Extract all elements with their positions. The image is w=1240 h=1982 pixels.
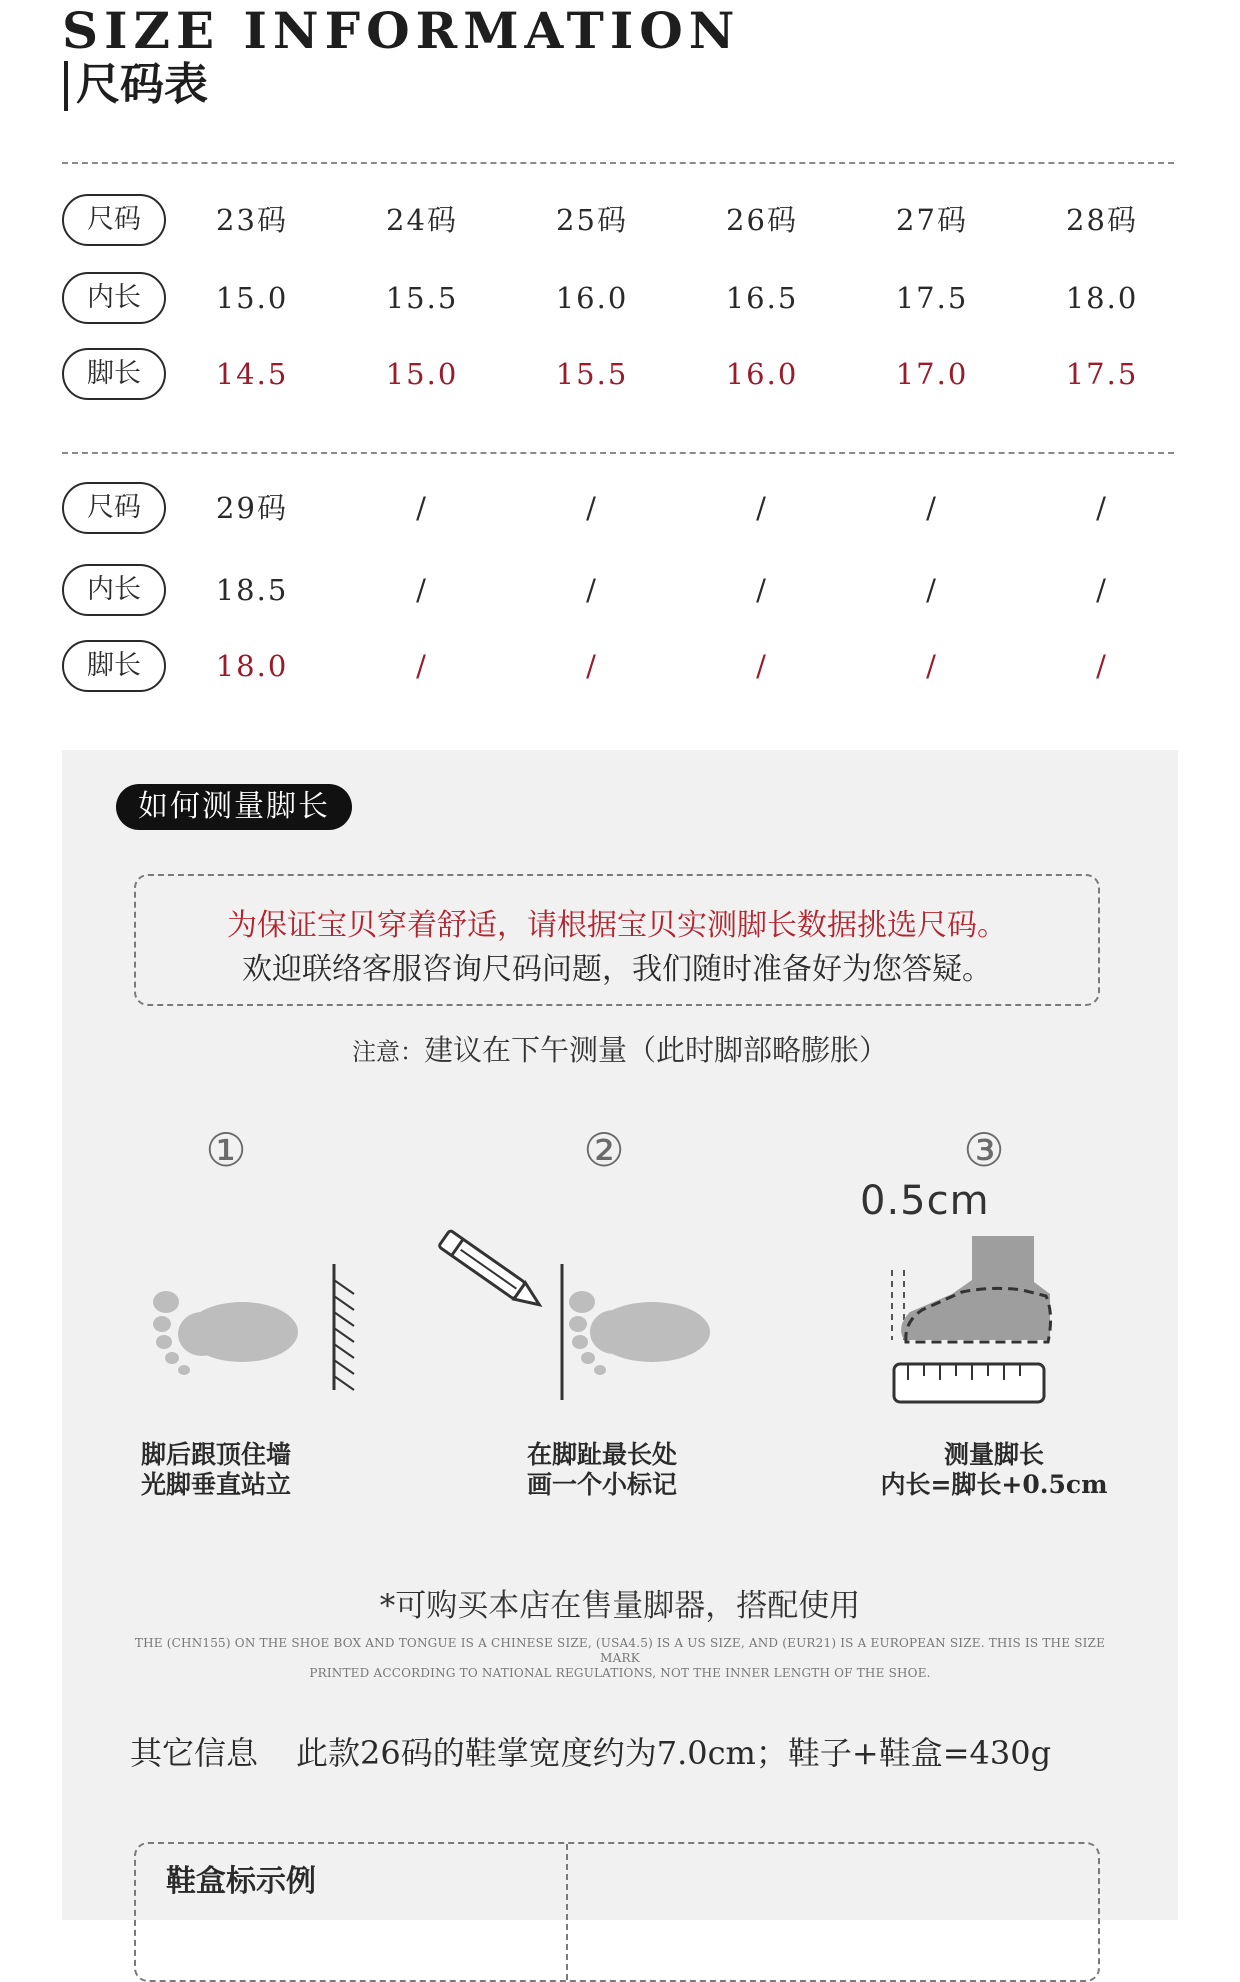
step-caption-3 — [864, 1440, 1124, 1500]
table2-foot-cell: / — [756, 649, 768, 683]
table2-size-cell: / — [926, 491, 938, 525]
table2-row-foot — [62, 640, 1174, 696]
table1-foot-cell: 15.5 — [555, 357, 629, 391]
notice-dark-text: 欢迎联络客服咨询尺码问题，我们随时准备好为您答疑。 — [242, 952, 992, 987]
buy-measurer-note: *可购买本店在售量脚器，搭配使用 — [379, 1588, 861, 1624]
table1-row-inner — [62, 272, 1174, 328]
table2-inner-cell: / — [756, 573, 768, 607]
table2-size-cell: / — [586, 491, 598, 525]
table1-row-foot — [62, 348, 1174, 404]
table2-foot-cell: / — [416, 649, 428, 683]
table2-inner-cell: / — [926, 573, 938, 607]
table2-foot-cell: / — [926, 649, 938, 683]
divider-top-1 — [62, 162, 1174, 164]
step-caption-2 — [472, 1440, 732, 1500]
table1-size-cell: 24码 — [386, 203, 458, 237]
measure-guide-panel — [62, 750, 1178, 1920]
table1-foot-cell: 14.5 — [215, 357, 289, 391]
table1-size-cell: 28码 — [1066, 203, 1138, 237]
table1-foot-cell: 17.5 — [1065, 357, 1139, 391]
shoe-ruler-icon — [882, 1230, 1082, 1410]
table2-foot-cell: 18.0 — [215, 649, 289, 683]
footprint-wall-icon — [132, 1260, 372, 1410]
label-size-pill: 尺码 — [62, 482, 166, 534]
step-number-2: ② — [583, 1123, 625, 1177]
fine-print-line-1: THE (CHN155) ON THE SHOE BOX AND TONGUE IS A CHINESE SIZE, (USA4.5) IS A US SIZE, AND (EUR21) IS A EUROPEAN SIZE. THIS IS THE SIZE MARK — [134, 1636, 1106, 1665]
table1-inner-cell: 18.0 — [1065, 281, 1139, 315]
other-info-line — [130, 1728, 1051, 1774]
step-3-line-2: 内长=脚长+0.5cm — [880, 1470, 1108, 1499]
title-chinese-text: 尺码表 — [76, 59, 208, 110]
measure-offset-label: 0.5cm — [860, 1178, 990, 1224]
table2-foot-cell: / — [1096, 649, 1108, 683]
table2-size-cell: 29码 — [216, 491, 288, 525]
how-to-measure-tag: 如何测量脚长 — [116, 784, 352, 830]
shoebox-label-example — [134, 1842, 1100, 1982]
label-inner-pill: 内长 — [62, 272, 166, 324]
other-info-label: 其它信息 — [130, 1734, 259, 1772]
step-3-line-1: 测量脚长 — [943, 1440, 1044, 1469]
label-size-pill: 尺码 — [62, 194, 166, 246]
step-2-line-1: 在脚趾最长处 — [526, 1440, 677, 1469]
notice-box — [134, 874, 1100, 1006]
notice-red-text: 为保证宝贝穿着舒适，请根据宝贝实测脚长数据挑选尺码。 — [227, 908, 1007, 943]
table1-inner-cell: 16.5 — [725, 281, 799, 315]
title-chinese — [64, 58, 208, 113]
table1-inner-cell: 15.5 — [385, 281, 459, 315]
step-2-line-2: 画一个小标记 — [526, 1470, 677, 1499]
step-number-3: ③ — [963, 1123, 1005, 1177]
table1-size-cell: 27码 — [896, 203, 968, 237]
table2-inner-cell: 18.5 — [215, 573, 289, 607]
table2-inner-cell: / — [416, 573, 428, 607]
fine-print-line-2: PRINTED ACCORDING TO NATIONAL REGULATIONS, NOT THE INNER LENGTH OF THE SHOE. — [309, 1666, 931, 1680]
table2-inner-cell: / — [1096, 573, 1108, 607]
table1-size-cell: 23码 — [216, 203, 288, 237]
table1-inner-cell: 17.5 — [895, 281, 969, 315]
title-bar-decoration — [64, 61, 68, 111]
shoebox-example-title: 鞋盒标示例 — [166, 1864, 316, 1899]
shoebox-divider — [566, 1844, 568, 1980]
note-line — [62, 1028, 1178, 1069]
table1-inner-cell: 16.0 — [555, 281, 629, 315]
table1-inner-cell: 15.0 — [215, 281, 289, 315]
other-info-text: 此款26码的鞋掌宽度约为7.0cm；鞋子+鞋盒=430g — [296, 1734, 1052, 1772]
step-1-line-1: 脚后跟顶住墙 — [140, 1440, 291, 1469]
table1-size-cell: 26码 — [726, 203, 798, 237]
pencil-mark-icon — [442, 1220, 722, 1420]
table1-size-cell: 25码 — [556, 203, 628, 237]
step-1-line-2: 光脚垂直站立 — [140, 1470, 291, 1499]
label-foot-pill: 脚长 — [62, 640, 166, 692]
table1-foot-cell: 16.0 — [725, 357, 799, 391]
table2-size-cell: / — [416, 491, 428, 525]
step-number-1: ① — [205, 1123, 247, 1177]
table2-row-size — [62, 482, 1174, 538]
title-english: SIZE INFORMATION — [62, 1, 741, 60]
table1-foot-cell: 15.0 — [385, 357, 459, 391]
size-mark-fine-print — [122, 1636, 1118, 1681]
divider-top-2 — [62, 452, 1174, 454]
note-text: 建议在下午测量（此时脚部略膨胀） — [423, 1033, 888, 1067]
table2-row-inner — [62, 564, 1174, 620]
table1-foot-cell: 17.0 — [895, 357, 969, 391]
table2-inner-cell: / — [586, 573, 598, 607]
table1-row-size — [62, 194, 1174, 250]
table2-size-cell: / — [756, 491, 768, 525]
table2-size-cell: / — [1096, 491, 1108, 525]
note-prefix: 注意： — [351, 1038, 424, 1066]
step-caption-1 — [86, 1440, 346, 1500]
label-inner-pill: 内长 — [62, 564, 166, 616]
label-foot-pill: 脚长 — [62, 348, 166, 400]
table2-foot-cell: / — [586, 649, 598, 683]
